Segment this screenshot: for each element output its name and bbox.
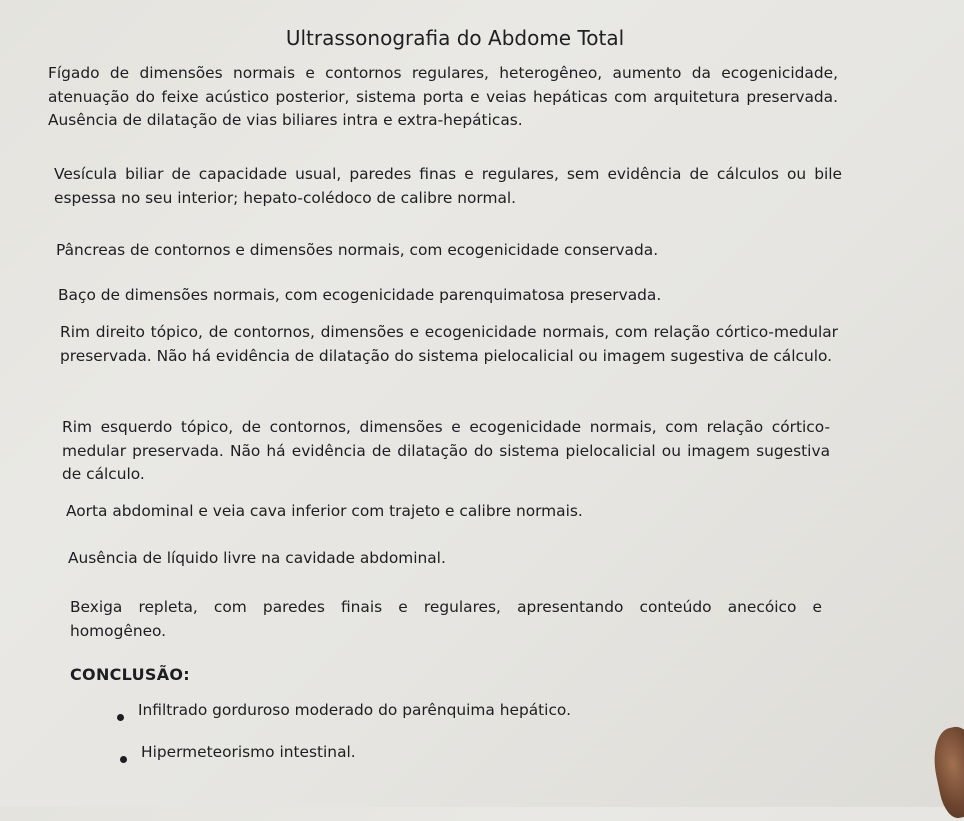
paragraph-gallbladder: Vesícula biliar de capacidade usual, paredes finas e regulares, sem evidência de cálculos ou bile espessa no seu interior; hepato-colédoco de calibre normal. [54,165,842,207]
paragraph-right-kidney: Rim direito tópico, de contornos, dimensões e ecogenicidade normais, com relação córtico-medular preservada. Não há evidência de dilatação do sistema pielocalicial ou imagem sugestiva de cálculo. [60,323,838,365]
paragraph-left-kidney: Rim esquerdo tópico, de contornos, dimensões e ecogenicidade normais, com relação córtico-medular preservada. Não há evidência de dilatação do sistema pielocalicial ou imagem sugestiva de cálculo. [62,418,830,483]
finger-photo-artifact [927,723,964,821]
paragraph-aorta: Aorta abdominal e veia cava inferior com trajeto e calibre normais. [66,502,583,520]
conclusion-item-text: Hipermeteorismo intestinal. [141,743,356,761]
paragraph-spleen: Baço de dimensões normais, com ecogenicidade parenquimatosa preservada. [58,286,662,304]
paragraph-pancreas: Pâncreas de contornos e dimensões normais, com ecogenicidade conservada. [56,241,659,259]
bullet-dot-icon [120,756,127,763]
report-title: Ultrassonografia do Abdome Total [285,26,625,50]
paragraph-liver: Fígado de dimensões normais e contornos regulares, heterogêneo, aumento da ecogenicidade, atenuação do feixe acústico posterior, sistema porta e veias hepáticas com arquitetura preservada. Ausência de dilatação de vias biliares intra e extra-hepáticas. [48,64,838,129]
bullet-dot-icon [117,714,124,721]
conclusion-heading: CONCLUSÃO: [70,665,190,684]
paragraph-bladder: Bexiga repleta, com paredes finais e regulares, apresentando conteúdo anecóico e homogêneo. [70,598,822,640]
conclusion-item-text: Infiltrado gorduroso moderado do parênquima hepático. [138,701,571,719]
paragraph-free-fluid: Ausência de líquido livre na cavidade abdominal. [68,549,446,567]
